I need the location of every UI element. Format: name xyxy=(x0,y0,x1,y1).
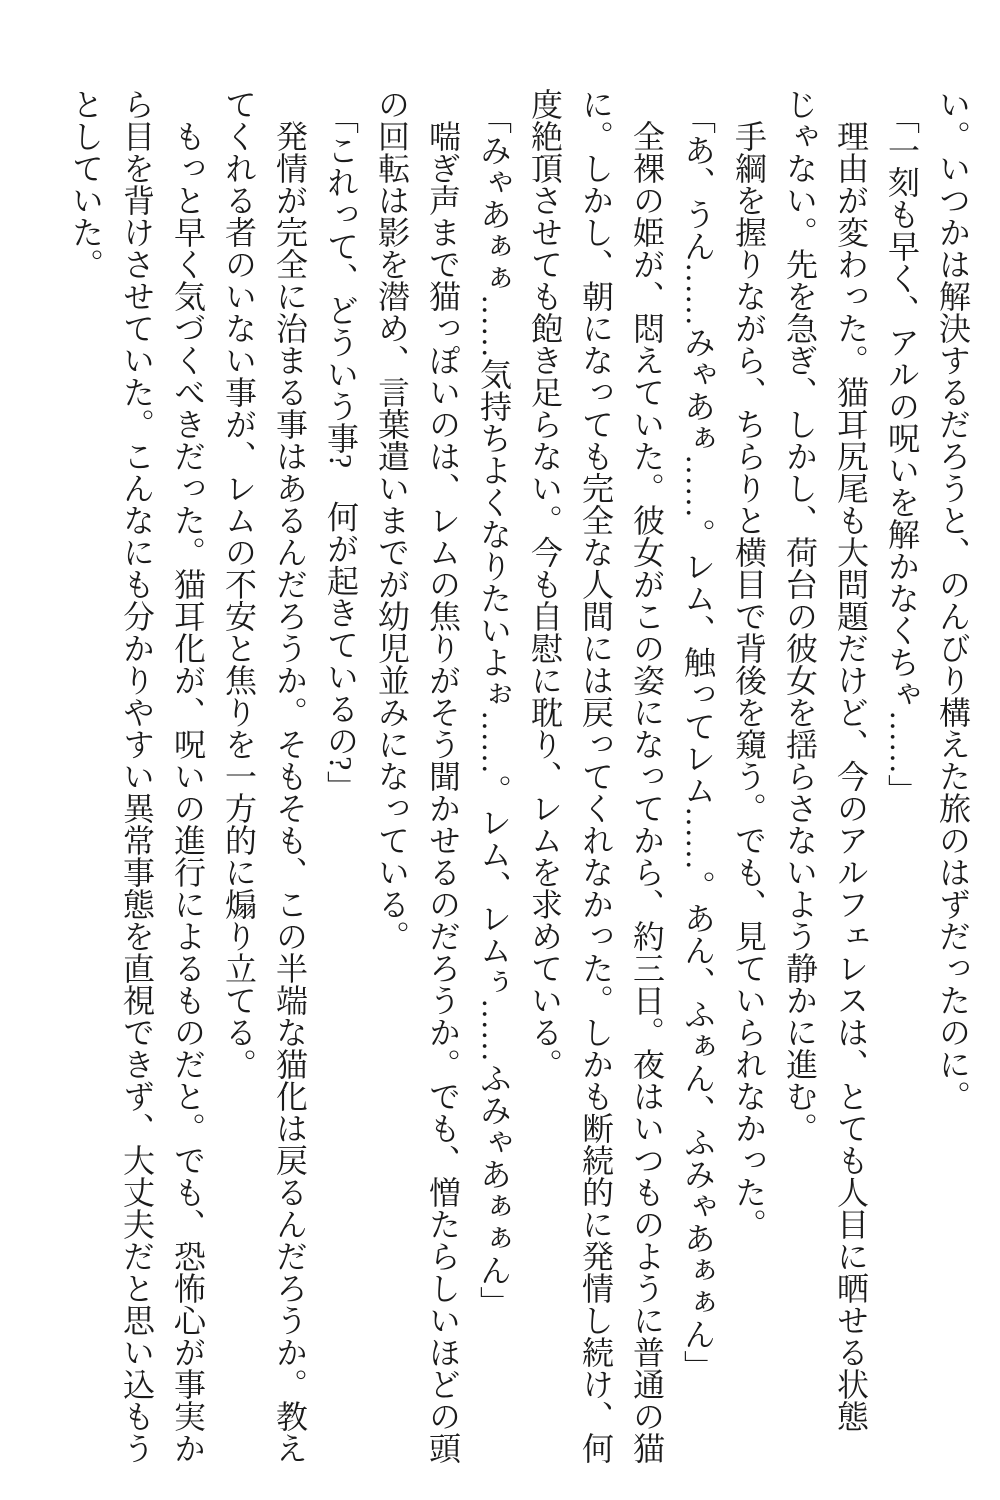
paragraph-08: 喘ぎ声まで猫っぽいのは、レムの焦りがそう聞かせるのだろうか。でも、憎たらしいほどの頭の回転は影を潜め、言葉遣いまでが幼児並みになっている。 xyxy=(374,88,461,1464)
paragraph-01: い。いつかは解決するだろうと、のんびり構えた旅のはずだったのに。 xyxy=(935,88,971,1112)
paragraph-05-dialogue: 「あ、うん……みゃあぁ……。レム、触ってレム……。あん、ふぁん、ふみゃあぁぁん」 xyxy=(680,102,716,1382)
paragraph-11: もっと早く気づくべきだった。猫耳化が、呪いの進行によるものだと。でも、恐怖心が事実から目を背けさせていた。こんなにも分かりやすい異常事態を直視できず、大丈夫だと思い込もうとしていた。 xyxy=(68,88,206,1464)
paragraph-03: 理由が変わった。猫耳尻尾も大問題だけど、今のアルフェレスは、とても人目に晒せる状態じゃない。先を急ぎ、しかし、荷台の彼女を揺らさないよう静かに進む。 xyxy=(782,88,869,1432)
paragraph-09-dialogue: 「これって、どういう事? 何が起きているの?」 xyxy=(323,102,359,803)
paragraph-02-dialogue: 「一刻も早く、アルの呪いを解かなくちゃ……」 xyxy=(884,102,920,806)
paragraph-07-dialogue: 「みゃあぁぁ……気持ちよくなりたいよぉ……。レム、レムぅ……ふみゃあぁぁん」 xyxy=(476,102,512,1318)
paragraph-06: 全裸の姫が、悶えていた。彼女がこの姿になってから、約三日。夜はいつものように普通の猫に。しかし、朝になっても完全な人間には戻ってくれなかった。しかも断続的に発情し続け、何度絶頂させても飽き足らない。今も自慰に耽り、レムを求めている。 xyxy=(527,88,665,1464)
paragraph-10: 発情が完全に治まる事はあるんだろうか。そもそも、この半端な猫化は戻るんだろうか。教えてくれる者のいない事が、レムの不安と焦りを一方的に煽り立てる。 xyxy=(221,88,308,1464)
paragraph-04: 手綱を握りながら、ちらりと横目で背後を窺う。でも、見ていられなかった。 xyxy=(731,120,767,1240)
novel-text-block xyxy=(54,88,978,1470)
